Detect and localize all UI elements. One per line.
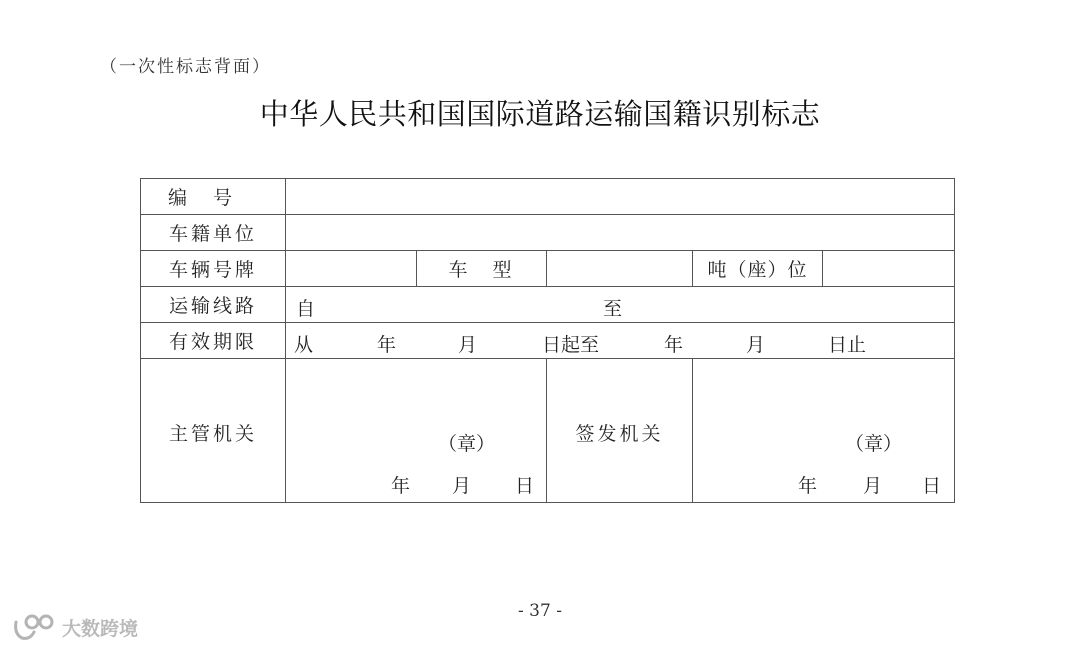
identification-form-table <box>140 178 955 503</box>
authority-day-text: 日 <box>515 475 535 497</box>
validity-end-day-text: 日止 <box>828 334 867 356</box>
authority-label-cell <box>141 359 286 503</box>
plate-label: 车辆号牌 <box>141 251 286 287</box>
issuer-day-text: 日 <box>922 475 942 497</box>
validity-field[interactable] <box>286 323 955 359</box>
brand-logo-icon <box>12 612 56 642</box>
watermark-text: 大数跨境 <box>62 617 139 640</box>
form-row-validity <box>141 323 955 359</box>
issuer-seal-text: （章） <box>845 433 903 455</box>
issuer-month-text: 月 <box>863 475 883 497</box>
registry-unit-label: 车籍单位 <box>141 215 286 251</box>
issuer-label-cell <box>547 359 693 503</box>
validity-year1-text: 年 <box>377 334 397 356</box>
authority-seal-text: （章） <box>438 433 496 455</box>
form-row-route <box>141 287 955 323</box>
vehicle-type-label: 车 型 <box>417 251 547 287</box>
authority-seal-cell[interactable] <box>286 359 547 503</box>
vehicle-type-field[interactable] <box>547 251 693 287</box>
validity-month2-text: 月 <box>746 334 766 356</box>
validity-from-text: 从 <box>294 334 314 356</box>
validity-month1-text: 月 <box>458 334 478 356</box>
form-row-plate <box>141 251 955 287</box>
form-row-number <box>141 179 955 215</box>
page-number: - 37 - <box>518 601 562 621</box>
form-subtitle: （一次性标志背面） <box>100 57 271 77</box>
watermark <box>12 612 138 642</box>
validity-year2-text: 年 <box>664 334 684 356</box>
route-field[interactable] <box>286 287 955 323</box>
page-title: 中华人民共和国国际道路运输国籍识别标志 <box>259 97 821 131</box>
issuer-year-text: 年 <box>798 475 818 497</box>
plate-field[interactable] <box>286 251 417 287</box>
route-to-text: 至 <box>603 298 623 320</box>
route-label: 运输线路 <box>141 287 286 323</box>
authority-month-text: 月 <box>452 475 472 497</box>
route-from-text: 自 <box>296 298 316 320</box>
issuer-label: 签发机关 <box>575 423 664 445</box>
registry-unit-field[interactable] <box>286 215 955 251</box>
tonnage-field[interactable] <box>823 251 955 287</box>
validity-start-day-text: 日起至 <box>542 334 600 356</box>
form-row-registry-unit <box>141 215 955 251</box>
form-row-authorities <box>141 359 955 503</box>
number-label: 编号 <box>141 179 286 215</box>
tonnage-label: 吨（座）位 <box>693 251 823 287</box>
issuer-seal-cell[interactable] <box>693 359 955 503</box>
number-field[interactable] <box>286 179 955 215</box>
authority-label: 主管机关 <box>168 423 257 445</box>
authority-year-text: 年 <box>391 475 411 497</box>
validity-label: 有效期限 <box>141 323 286 359</box>
